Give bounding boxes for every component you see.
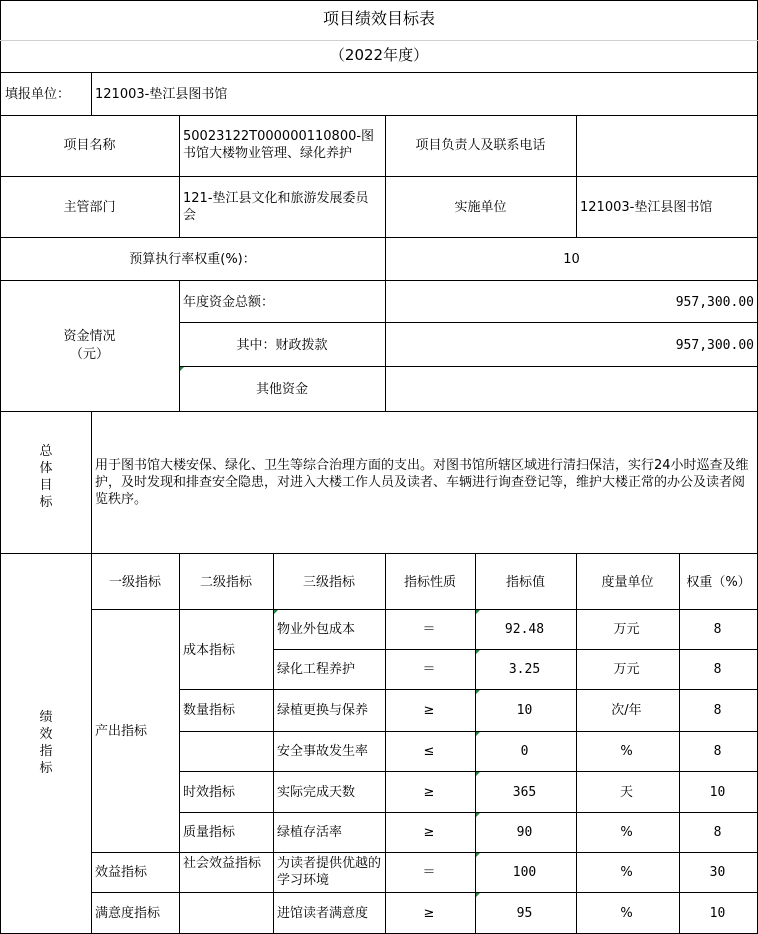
reporting-unit-label: 填报单位： xyxy=(5,87,71,102)
funds-fiscal-label: 其中：财政拨款 xyxy=(236,338,328,353)
indicator-nature: ≥ xyxy=(423,906,435,921)
level1-benefit: 效益指标 xyxy=(95,865,148,880)
level2-timeliness: 时效指标 xyxy=(183,785,236,800)
indicator-nature: ＝ xyxy=(422,662,436,677)
indicator-nature: ≤ xyxy=(423,744,435,759)
indicator-value: 100 xyxy=(512,865,537,880)
indicator-value: 90 xyxy=(516,825,533,840)
indicator-unit: % xyxy=(620,906,633,921)
indicator-value: 92.48 xyxy=(504,622,545,637)
indicator-unit: % xyxy=(620,865,633,880)
funds-total-value: 957,300.00 xyxy=(675,295,754,310)
reporting-unit-value: 121003-垫江县图书馆 xyxy=(95,87,228,102)
project-leader-label: 项目负责人及联系电话 xyxy=(415,138,546,153)
indicator-unit: % xyxy=(620,825,633,840)
supervisor-label: 主管部门 xyxy=(63,200,116,215)
indicator-value: 365 xyxy=(512,785,537,800)
page-title: 项目绩效目标表 xyxy=(322,9,435,28)
level3-indicator: 绿植存活率 xyxy=(277,825,343,840)
performance-label: 绩效指标 xyxy=(39,710,53,776)
level3-indicator: 物业外包成本 xyxy=(277,622,356,637)
level3-indicator: 绿植更换与保养 xyxy=(277,703,369,718)
funds-fiscal-value: 957,300.00 xyxy=(675,338,754,353)
budget-weight-value: 10 xyxy=(563,252,580,267)
project-name-label: 项目名称 xyxy=(63,138,116,153)
level2-quantity: 数量指标 xyxy=(183,703,236,718)
indicator-value: 3.25 xyxy=(508,662,541,677)
indicator-unit: % xyxy=(620,744,633,759)
funds-other-label: 其他资金 xyxy=(255,382,308,397)
indicator-weight: 8 xyxy=(713,662,722,677)
indicator-unit: 万元 xyxy=(613,662,640,677)
level3-indicator: 为读者提供优越的学习环境 xyxy=(277,856,382,888)
header-nature: 指标性质 xyxy=(403,575,456,590)
indicator-value: 95 xyxy=(516,906,533,921)
indicator-nature: ≥ xyxy=(423,825,435,840)
implementer-label: 实施单位 xyxy=(454,200,507,215)
indicator-nature: ＝ xyxy=(422,865,436,880)
cell-marker xyxy=(476,690,480,694)
funds-label: 资金情况 xyxy=(63,329,116,344)
project-name-value: 50023122T000000110800-图书馆大楼物业管理、绿化养护 xyxy=(183,129,375,161)
overall-goal-text: 用于图书馆大楼安保、绿化、卫生等综合治理方面的支出。对图书馆所辖区域进行清扫保洁，实行24小时巡查及维护，及时发现和排查安全隐患，对进入大楼工作人员及读者、车辆进行询查登记等，维护大楼正常的办公及读者阅览秩序。 xyxy=(95,458,749,507)
level3-indicator: 进馆读者满意度 xyxy=(277,906,369,921)
indicator-nature: ≥ xyxy=(423,785,435,800)
level3-indicator: 实际完成天数 xyxy=(277,785,356,800)
indicator-weight: 30 xyxy=(709,865,726,880)
indicator-unit: 次/年 xyxy=(611,703,642,718)
indicator-weight: 8 xyxy=(713,825,722,840)
header-level2: 二级指标 xyxy=(199,575,252,590)
overall-goal-label: 总体目标 xyxy=(39,444,53,510)
funds-total-label: 年度资金总额： xyxy=(183,295,275,310)
supervisor-value: 121-垫江县文化和旅游发展委员会 xyxy=(183,191,369,223)
cell-marker xyxy=(274,610,278,614)
level2-quality: 质量指标 xyxy=(183,825,236,840)
indicator-weight: 8 xyxy=(713,622,722,637)
level2-social-benefit: 社会效益指标 xyxy=(183,856,262,871)
indicator-value: 0 xyxy=(520,744,529,759)
level2-cost: 成本指标 xyxy=(183,643,236,658)
header-weight: 权重（%） xyxy=(686,575,751,590)
level3-indicator: 安全事故发生率 xyxy=(277,744,369,759)
cell-marker xyxy=(476,732,480,736)
level1-satisfaction: 满意度指标 xyxy=(95,906,161,921)
header-level3: 三级指标 xyxy=(302,575,355,590)
indicator-weight: 10 xyxy=(709,785,726,800)
indicator-weight: 10 xyxy=(709,906,726,921)
cell-marker xyxy=(476,650,480,654)
header-unit: 度量单位 xyxy=(601,575,654,590)
cell-marker xyxy=(180,367,184,371)
cell-marker xyxy=(476,813,480,817)
cell-marker xyxy=(476,610,480,614)
indicator-value: 10 xyxy=(516,703,533,718)
implementer-value: 121003-垫江县图书馆 xyxy=(580,200,713,215)
level3-indicator: 绿化工程养护 xyxy=(277,662,356,677)
indicator-weight: 8 xyxy=(713,744,722,759)
indicator-weight: 8 xyxy=(713,703,722,718)
level1-output: 产出指标 xyxy=(95,724,148,739)
indicator-unit: 天 xyxy=(619,785,633,800)
cell-marker xyxy=(476,772,480,776)
budget-weight-label: 预算执行率权重(%)： xyxy=(129,252,256,267)
header-level1: 一级指标 xyxy=(108,575,161,590)
indicator-unit: 万元 xyxy=(613,622,640,637)
header-value: 指标值 xyxy=(505,575,545,590)
indicator-nature: ＝ xyxy=(422,622,436,637)
year-label: （2022年度） xyxy=(329,46,429,64)
indicator-nature: ≥ xyxy=(423,703,435,718)
cell-marker xyxy=(476,893,480,897)
cell-marker xyxy=(476,853,480,857)
funds-unit-label: （元） xyxy=(69,347,109,362)
